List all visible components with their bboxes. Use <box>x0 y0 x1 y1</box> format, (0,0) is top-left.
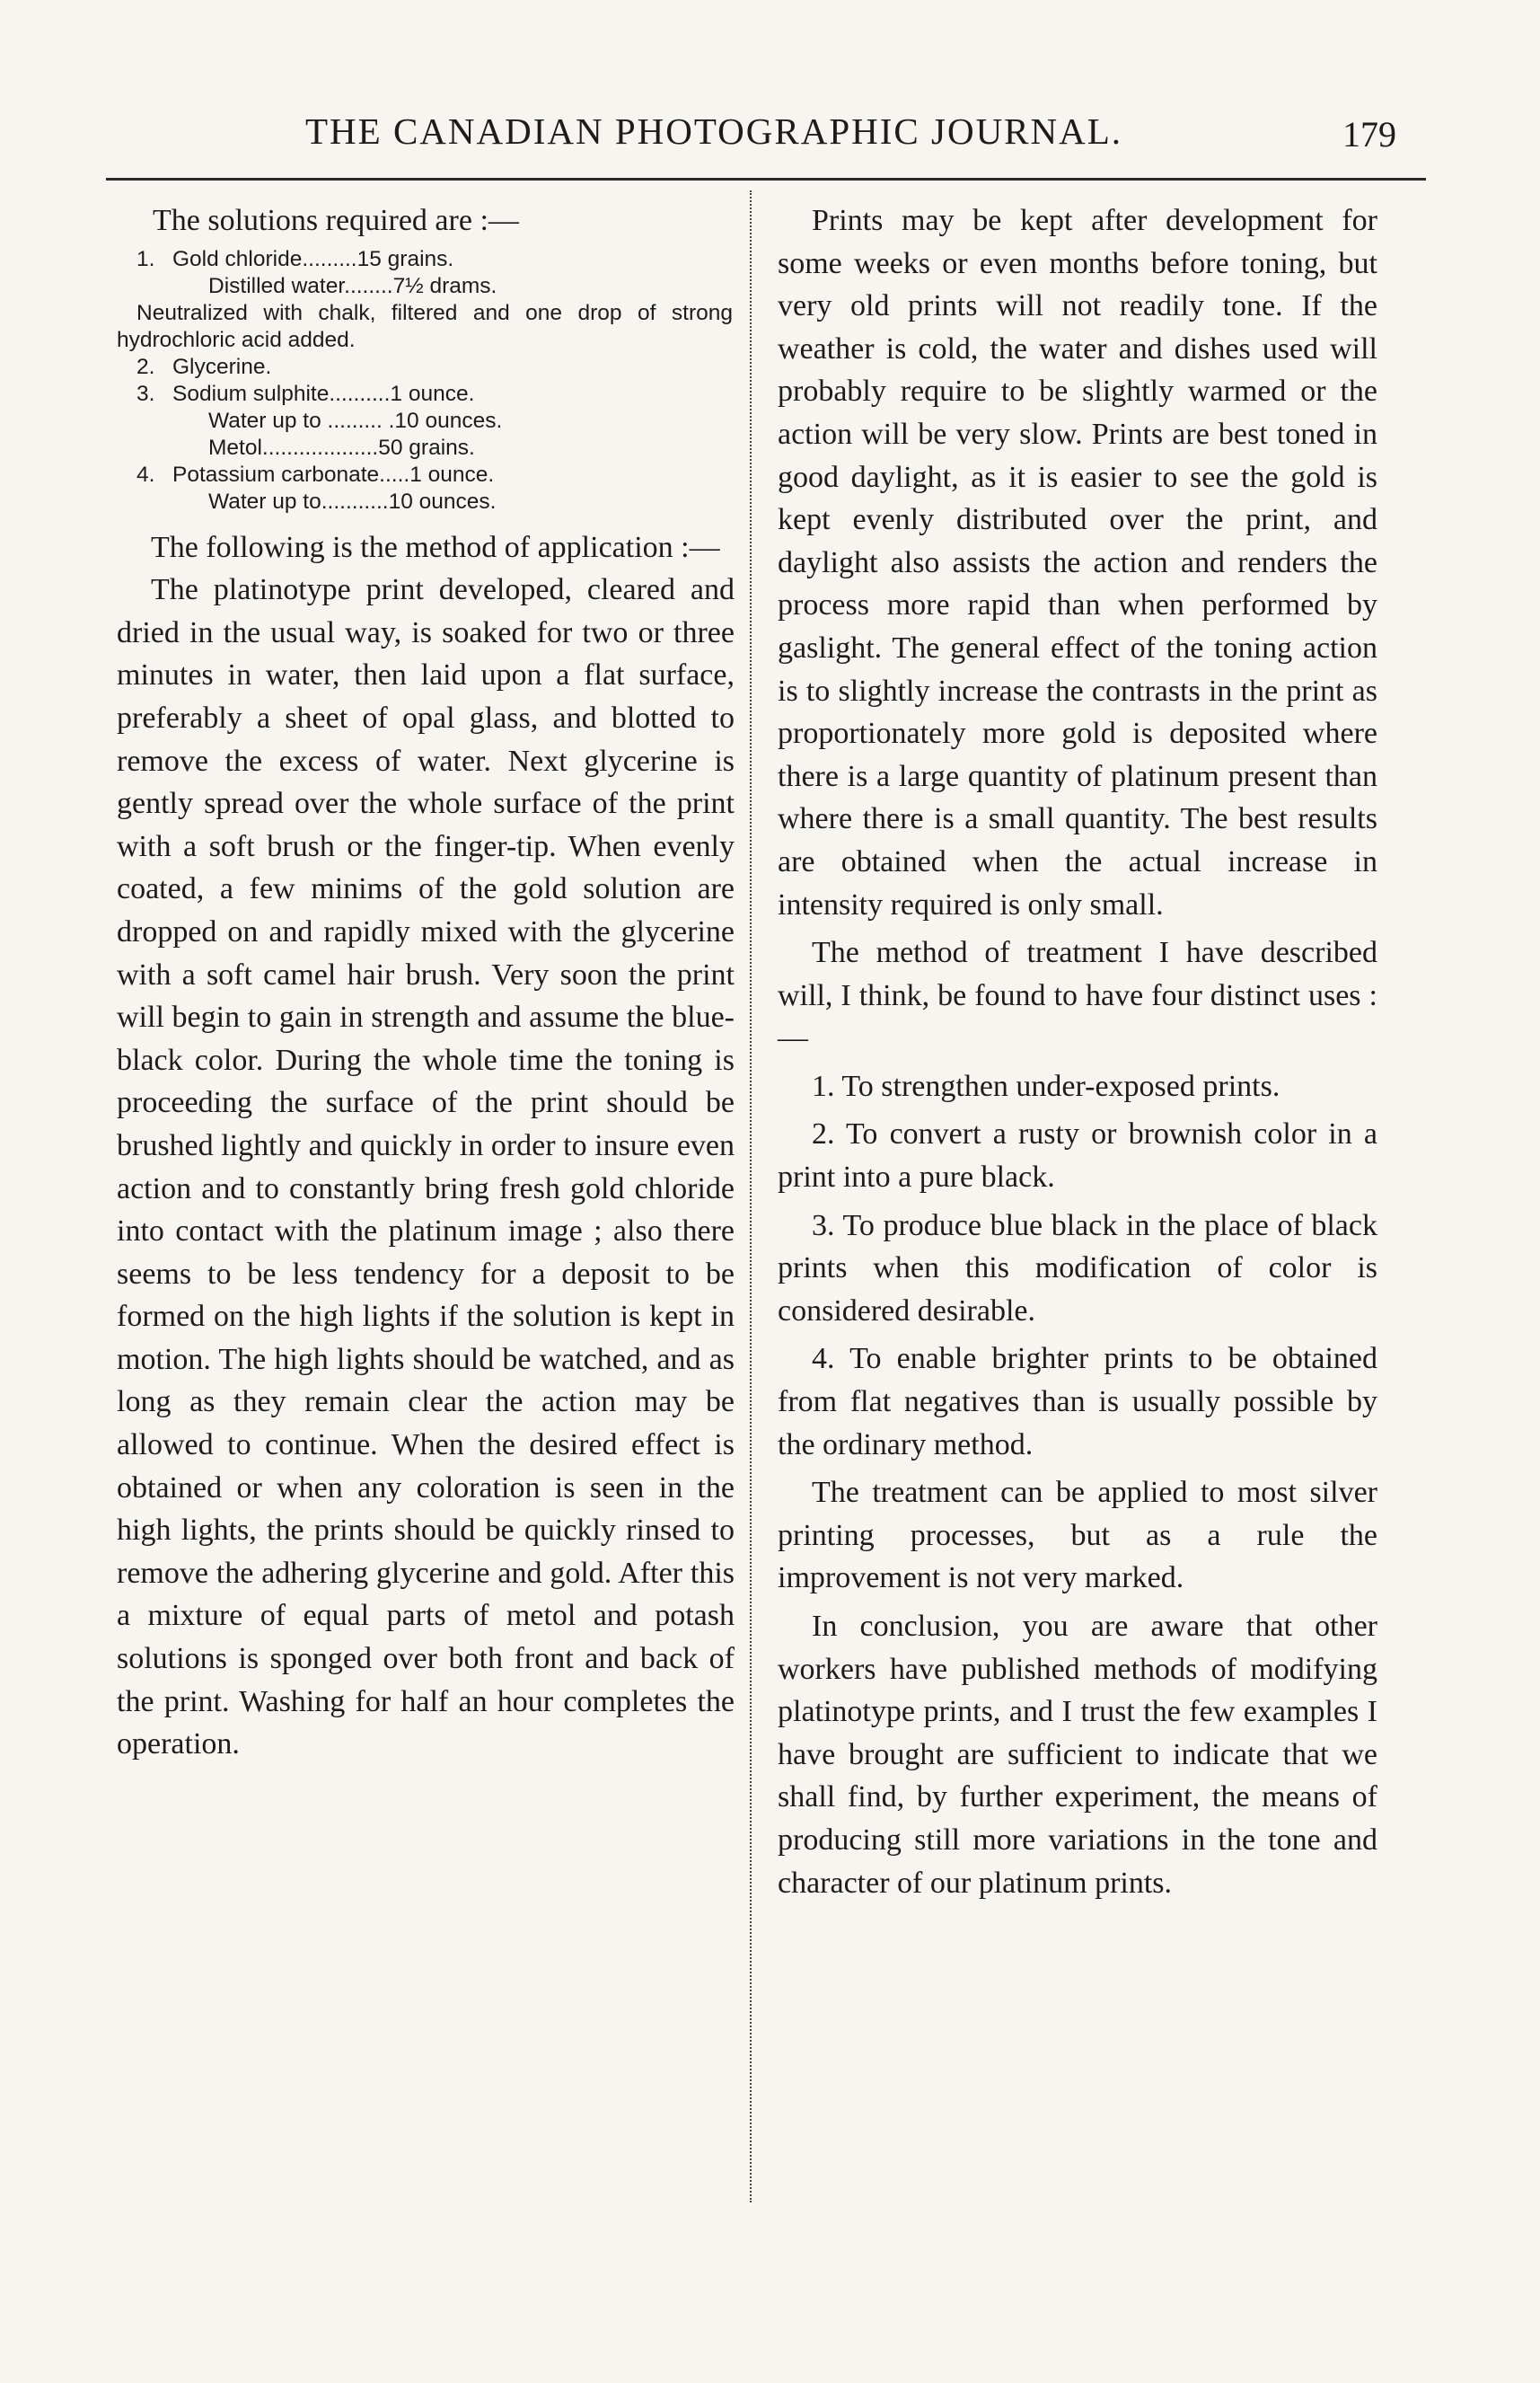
header-rule <box>106 178 1426 181</box>
recipe-line <box>117 489 735 516</box>
solutions-recipe <box>117 246 735 516</box>
method-body: The platinotype print developed, cleared and dried in the usual way, is soaked for two or three minutes in water, then laid upon a flat surface, preferably a sheet of opal glass, and blotted to remove the excess of water. Next glycerine is gently spread over the whole surface of the print with a soft brush or the finger-tip. When evenly coated, a few minims of the gold solution are dropped on and rapidly mixed with the glycerine with a soft camel hair brush. Very soon the print will begin to gain in strength and assume the blue-black color. During the whole time the toning is proceeding the surface of the print should be brushed lightly and quickly in order to insure even action and to constantly bring fresh gold chloride into contact with the platinum image ; also there seems to be less tendency for a deposit to be formed on the high lights if the solution is kept in motion. The high lights should be watched, and as long as they remain clear the action may be allowed to continue. When the desired effect is obtained or when any coloration is seen in the high lights, the prints should be quickly rinsed to remove the adhering glycerine and gold. After this a mixture of equal parts of metol and potash solutions is sponged over both front and back of the print. Washing for half an hour completes the operation. <box>117 573 735 1761</box>
recipe-number: 2. <box>136 354 155 379</box>
page-number: 179 <box>1342 114 1396 154</box>
use-item: 2. To convert a rusty or brownish color in a print into a pure black. <box>778 1117 1377 1195</box>
recipe-line <box>117 435 735 462</box>
recipe-line <box>117 462 735 489</box>
use-item: 4. To enable brighter prints to be obtained from flat negatives than is usually possible by the ordinary method. <box>778 1342 1377 1461</box>
recipe-line <box>117 246 735 273</box>
paragraph-development: Prints may be kept after development for some weeks or even months before toning, but very old prints will not readily tone. If the weather is cold, the water and dishes used will probably require to be slightly warmed or the action will be very slow. Prints are best toned in good daylight, as it is easier to see the gold is kept evenly distributed over the print, and daylight also assists the action and renders the process more rapid than when performed by gaslight. The general effect of the toning action is to slightly increase the contrasts in the print as proportionately more gold is deposited where there is a large quantity of platinum present than where there is a small quantity. The best results are obtained when the actual increase in intensity required is only small. <box>778 204 1377 922</box>
solutions-intro: The solutions required are :— <box>153 204 519 237</box>
recipe-item: Sodium sulphite..........1 ounce. <box>172 381 475 406</box>
paragraph-conclusion: In conclusion, you are aware that other workers have published methods of modifying platinotype prints, and I trust the few examples I have brought are sufficient to indicate that we shall find, by further experiment, the means of producing still more variations in the tone and character of our platinum prints. <box>778 1610 1377 1900</box>
recipe-number: 1. <box>136 246 155 271</box>
recipe-item: Gold chloride.........15 grains. <box>172 246 454 271</box>
recipe-number: 3. <box>136 381 155 406</box>
recipe-line <box>117 381 735 408</box>
recipe-line <box>117 273 735 300</box>
recipe-item: Distilled water........7½ drams. <box>208 273 497 298</box>
use-item: 1. To strengthen under-exposed prints. <box>812 1069 1280 1103</box>
paragraph-treatment: The treatment can be applied to most silver printing processes, but as a rule the improvement is not very marked. <box>778 1476 1377 1595</box>
use-item: 3. To produce blue black in the place of black prints when this modification of color is considered desirable. <box>778 1208 1377 1328</box>
paragraph-uses-intro: The method of treatment I have described will, I think, be found to have four distinct uses :— <box>778 936 1377 1055</box>
recipe-number: 4. <box>136 462 155 487</box>
recipe-line <box>117 408 735 435</box>
recipe-note: Neutralized with chalk, filtered and one drop of strong hydrochloric acid added. <box>117 300 733 352</box>
page-header <box>0 110 1540 163</box>
recipe-item: Potassium carbonate.....1 ounce. <box>172 462 495 487</box>
recipe-item: Metol...................50 grains. <box>208 435 475 460</box>
recipe-line <box>117 354 735 381</box>
recipe-item: Water up to...........10 ounces. <box>208 489 497 514</box>
column-divider <box>750 190 752 2202</box>
recipe-item: Water up to ......... .10 ounces. <box>208 408 503 433</box>
method-intro: The following is the method of application :— <box>151 530 720 564</box>
right-column <box>778 199 1377 1910</box>
running-title: THE CANADIAN PHOTOGRAPHIC JOURNAL. <box>305 110 1123 152</box>
recipe-item: Glycerine. <box>172 354 272 379</box>
left-column <box>117 199 735 1766</box>
